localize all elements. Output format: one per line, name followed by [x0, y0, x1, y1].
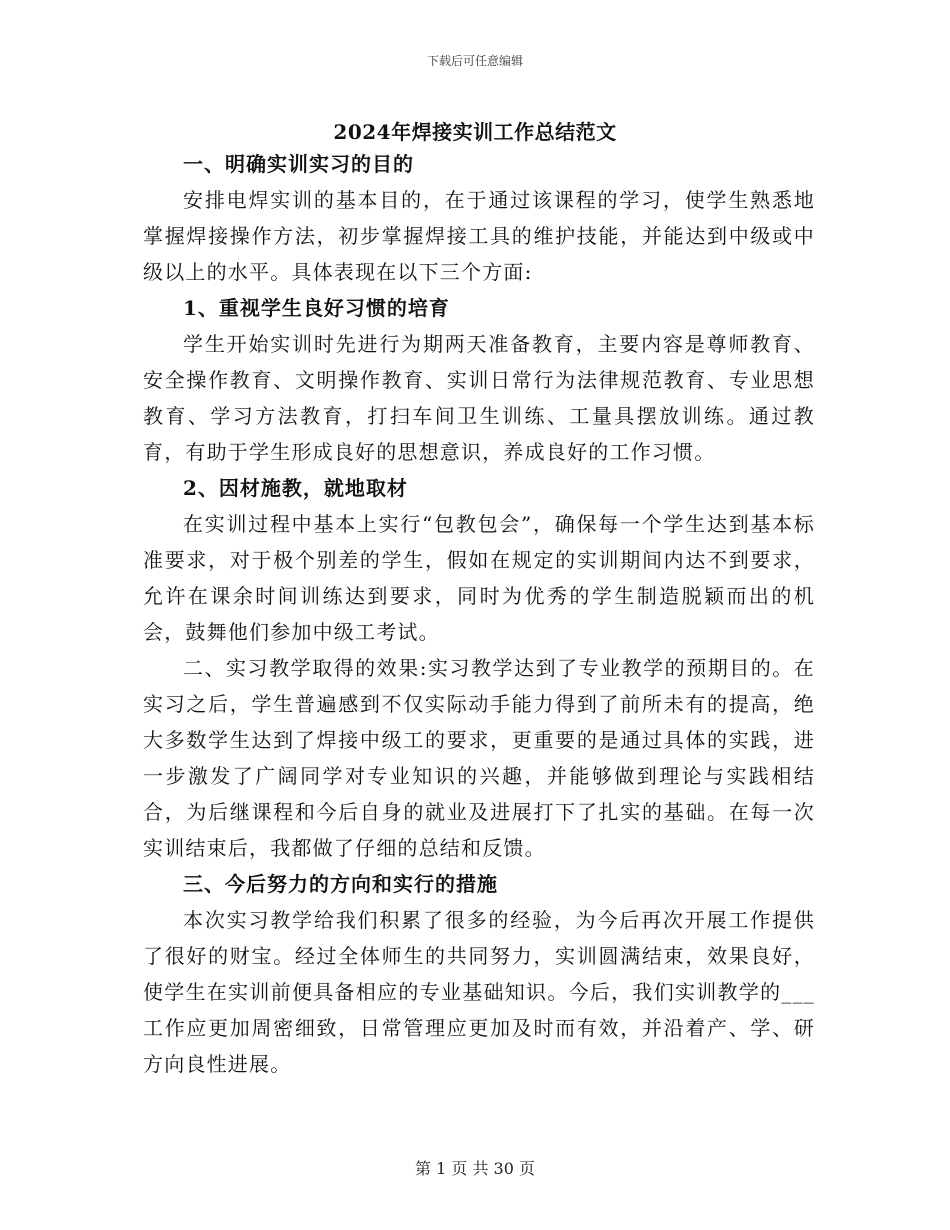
subsection-2-heading: 2、因材施教，就地取材 — [183, 476, 408, 500]
section-1-paragraph: 安排电焊实训的基本目的，在于通过该课程的学习，使学生熟悉地掌握焊接操作方法，初步掌握焊接工具的维护技能，并能达到中级或中级以上的水平。具体表现在以下三个方面: — [143, 188, 815, 284]
document-body — [143, 146, 815, 1082]
document-title: 2024年焊接实训工作总结范文 — [333, 120, 617, 144]
page-header-note: 下载后可任意编辑 — [426, 54, 523, 68]
page-number: 第 1 页 共 30 页 — [415, 1159, 535, 1178]
subsection-2-paragraph: 在实训过程中基本上实行“包教包会”，确保每一个学生达到基本标准要求，对于极个别差的学生，假如在规定的实训期间内达不到要求，允许在课余时间训练达到要求，同时为优秀的学生制造脱颖而出的机会，鼓舞他们参加中级工考试。 — [143, 512, 815, 644]
section-3-heading: 三、今后努力的方向和实行的措施 — [183, 872, 498, 896]
subsection-1-heading: 1、重视学生良好习惯的培育 — [183, 296, 450, 320]
section-3-paragraph: 本次实习教学给我们积累了很多的经验，为今后再次开展工作提供了很好的财宝。经过全体师生的共同努力，实训圆满结束，效果良好，使学生在实训前便具备相应的专业基础知识。今后，我们实训教学的___工作应更加周密细致，日常管理应更加及时而有效，并沿着产、学、研方向良性进展。 — [143, 908, 815, 1076]
subsection-1-paragraph: 学生开始实训时先进行为期两天准备教育，主要内容是尊师教育、安全操作教育、文明操作教育、实训日常行为法律规范教育、专业思想教育、学习方法教育，打扫车间卫生训练、工量具摆放训练。通过教育，有助于学生形成良好的思想意识，养成良好的工作习惯。 — [143, 332, 815, 464]
section-2-paragraph: 二、实习教学取得的效果:实习教学达到了专业教学的预期目的。在实习之后，学生普遍感到不仅实际动手能力得到了前所未有的提高，绝大多数学生达到了焊接中级工的要求，更重要的是通过具体的实践，进一步激发了广阔同学对专业知识的兴趣，并能够做到理论与实践相结合，为后继课程和今后自身的就业及进展打下了扎实的基础。在每一次实训结束后，我都做了仔细的总结和反馈。 — [143, 656, 815, 860]
section-1-heading: 一、明确实训实习的目的 — [183, 152, 414, 176]
